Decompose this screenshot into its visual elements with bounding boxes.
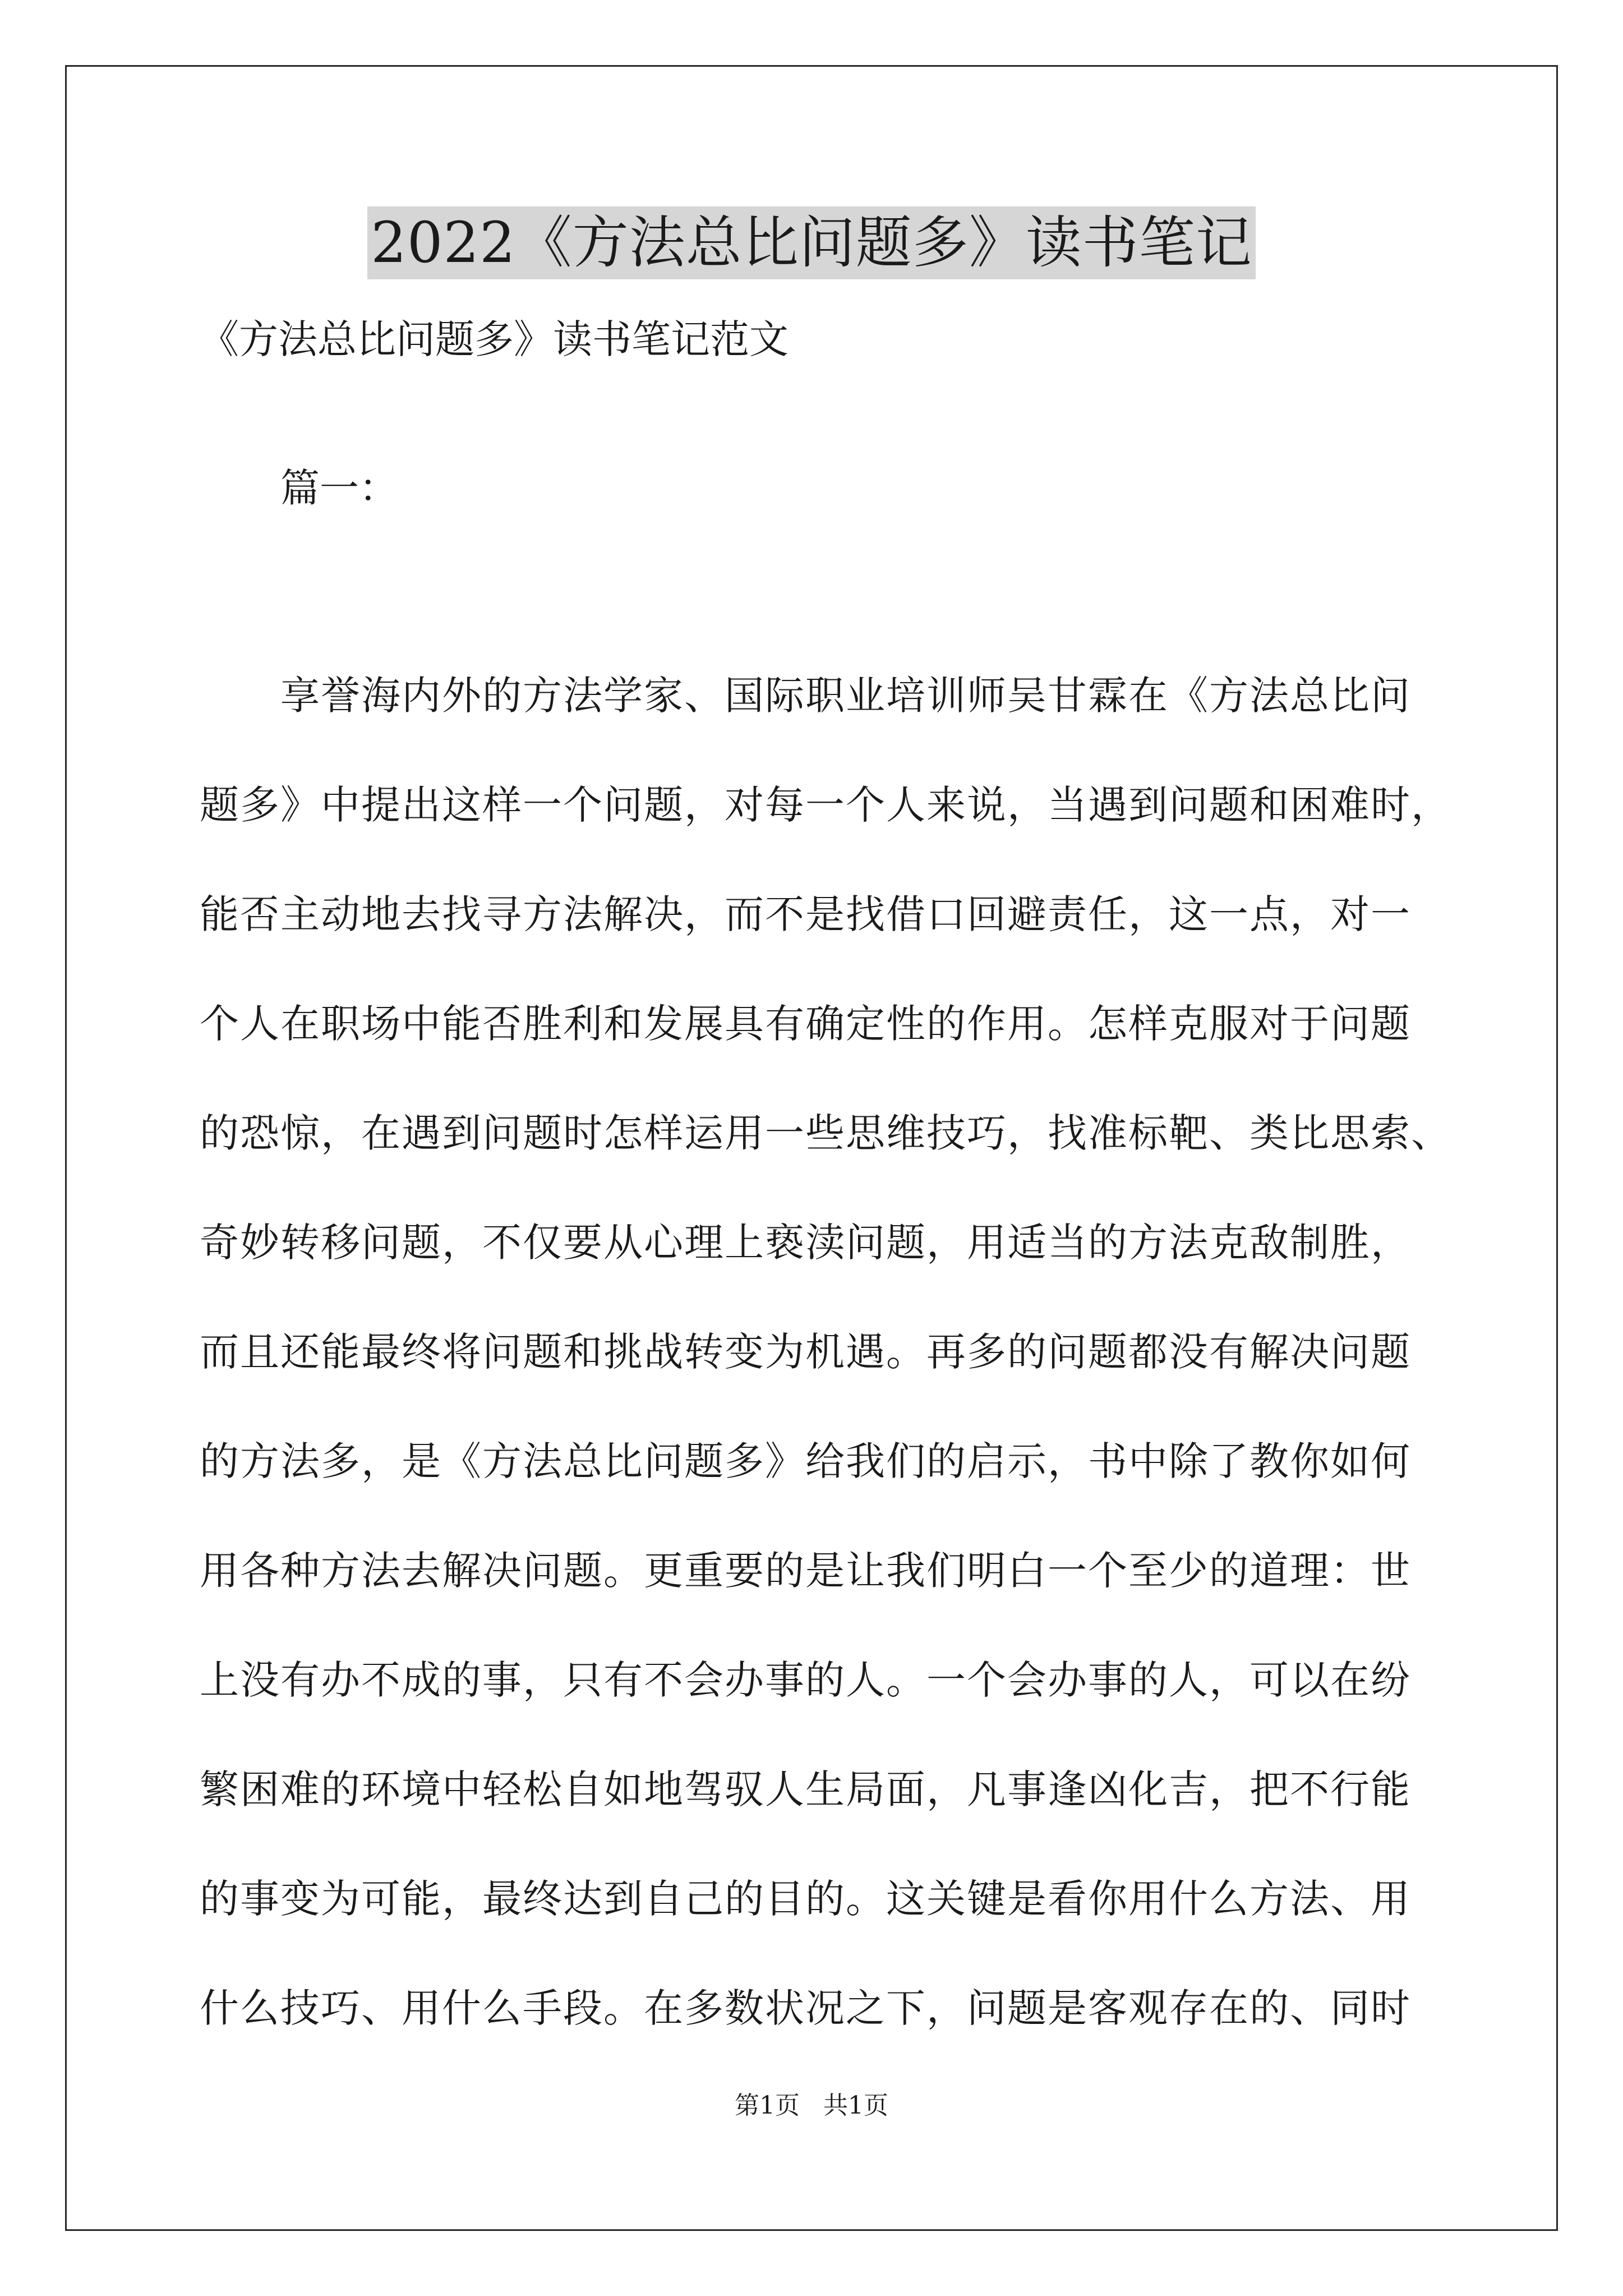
body-line: 题多》中提出这样一个问题，对每一个人来说，当遇到问题和困难时， [200, 782, 1451, 828]
page-footer: 第1页 共1页 [735, 2091, 888, 2120]
body-line: 上没有办不成的事，只有不会办事的人。一个会办事的人，可以在纷 [200, 1657, 1411, 1703]
body-line: 的方法多，是《方法总比问题多》给我们的启示，书中除了教你如何 [200, 1438, 1411, 1484]
document-title-text: 2022《方法总比问题多》读书笔记 [367, 206, 1256, 279]
body-line: 而且还能最终将问题和挑战转变为机遇。再多的问题都没有解决问题 [200, 1329, 1411, 1375]
body-line: 奇妙转移问题，不仅要从心理上亵渎问题，用适当的方法克敌制胜， [200, 1220, 1411, 1266]
body-line: 个人在职场中能否胜利和发展具有确定性的作用。怎样克服对于问题 [200, 1001, 1411, 1047]
body-line: 享誉海内外的方法学家、国际职业培训师吴甘霖在《方法总比问 [280, 673, 1411, 719]
body-line: 的事变为可能，最终达到自己的目的。这关键是看你用什么方法、用 [200, 1876, 1411, 1922]
section-label: 篇一： [280, 465, 398, 511]
body-line: 能否主动地去找寻方法解决，而不是找借口回避责任，这一点，对一 [200, 891, 1411, 937]
document-subtitle: 《方法总比问题多》读书笔记范文 [200, 316, 789, 362]
body-line: 繁困难的环境中轻松自如地驾驭人生局面，凡事逢凶化吉，把不行能 [200, 1766, 1411, 1812]
body-paragraph [200, 670, 1467, 2092]
body-line: 什么技巧、用什么手段。在多数状况之下，问题是客观存在的、同时 [200, 1985, 1411, 2031]
body-line: 的恐惊，在遇到问题时怎样运用一些思维技巧，找准标靶、类比思索、 [200, 1110, 1451, 1156]
document-title [0, 206, 1623, 279]
body-line: 用各种方法去解决问题。更重要的是让我们明白一个至少的道理：世 [200, 1548, 1411, 1594]
